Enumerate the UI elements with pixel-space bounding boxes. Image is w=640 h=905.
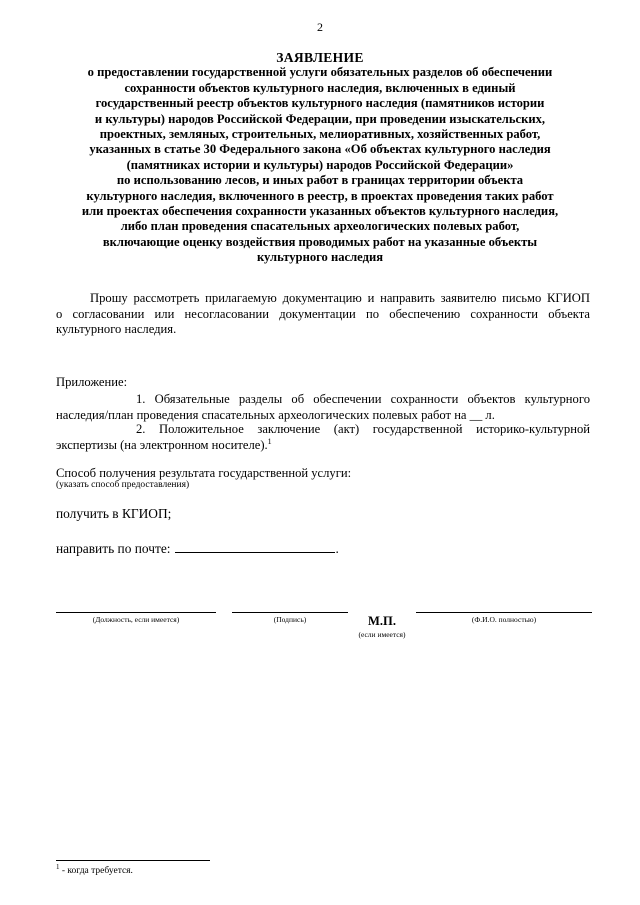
delivery-method-label: Способ получения результата государственной услуги: [56, 466, 352, 480]
attachments-label: Приложение: [56, 375, 128, 389]
request-line: культурного наследия. [56, 322, 177, 337]
name-signature-line [416, 612, 592, 613]
title-line: государственный реестр объектов культурного наследия (памятников истории [95, 96, 545, 111]
title-line: сохранности объектов культурного наследия, включенных в единый [124, 80, 516, 95]
title-line: либо план проведения спасательных археологических полевых работ, [120, 219, 520, 234]
title-line: по использованию лесов, и иных работ в границах территории объекта [116, 173, 524, 188]
footnote-text: - когда требуется. [59, 866, 133, 876]
attachment-item-2-line-wrap [56, 438, 590, 454]
document-title [46, 50, 594, 266]
footnote-ref: 1 [267, 436, 272, 446]
title-line: культурного наследия, включенного в реестр, в проектах проведения таких работ [86, 188, 554, 203]
delivery-method-hint: (указать способ предоставления) [56, 480, 190, 490]
footnote [56, 862, 133, 876]
title-line: указанных в статье 30 Федерального закона «Об объектах культурного наследия [89, 142, 551, 157]
attachment-item-1 [56, 392, 590, 423]
request-line: Прошу рассмотреть прилагаемую документацию и направить заявителю письмо КГИОП [90, 291, 590, 305]
signature-line [232, 612, 348, 613]
title-line: проектных, земляных, строительных, мелиоративных, хозяйственных работ, [99, 127, 541, 142]
title-line: (памятниках истории и культуры) народов Российской Федерации» [126, 157, 514, 172]
request-paragraph [56, 291, 590, 338]
delivery-option-mail-label: направить по почте: [56, 541, 171, 556]
title-line: включающие оценку воздействия проводимых работ на указанные объекты [102, 234, 538, 249]
position-caption: (Должность, если имеется) [92, 615, 180, 624]
attachment-item-2-line: 2. Положительное заключение (акт) государственной историко-культурной [136, 422, 590, 436]
request-line: о согласовании или несогласовании документации по обеспечению сохранности объекта [56, 306, 590, 321]
page-number: 2 [317, 20, 323, 34]
footnote-separator [56, 860, 210, 861]
delivery-option-mail [56, 540, 339, 557]
title-line: или проектах обеспечения сохранности указанных объектов культурного наследия, [81, 204, 559, 219]
delivery-option-receive: получить в КГИОП; [56, 506, 172, 521]
stamp-hint: (если имеется) [358, 630, 406, 639]
attachment-item-1-line: наследия/план проведения спасательных археологических полевых работ на __ л. [56, 407, 495, 422]
footnote-mark: 1 [56, 862, 60, 871]
title-line: и культуры) народов Российской Федерации, при проведении изыскательских, [94, 111, 546, 126]
signature-caption: (Подпись) [273, 615, 307, 624]
title-main: ЗАЯВЛЕНИЕ [276, 50, 364, 65]
delivery-option-mail-end: . [335, 541, 339, 556]
attachment-item-2 [56, 422, 590, 453]
mail-address-blank [175, 540, 335, 553]
title-line: культурного наследия [256, 250, 384, 265]
name-caption: (Ф.И.О. полностью) [471, 615, 537, 624]
title-line: о предоставлении государственной услуги обязательных разделов об обеспечении [87, 65, 553, 80]
attachment-item-2-line: экспертизы (на электронном носителе). [56, 437, 268, 452]
attachment-item-1-line: 1. Обязательные разделы об обеспечении сохранности объектов культурного [136, 392, 590, 406]
position-signature-line [56, 612, 216, 613]
stamp-label: М.П. [368, 614, 396, 628]
